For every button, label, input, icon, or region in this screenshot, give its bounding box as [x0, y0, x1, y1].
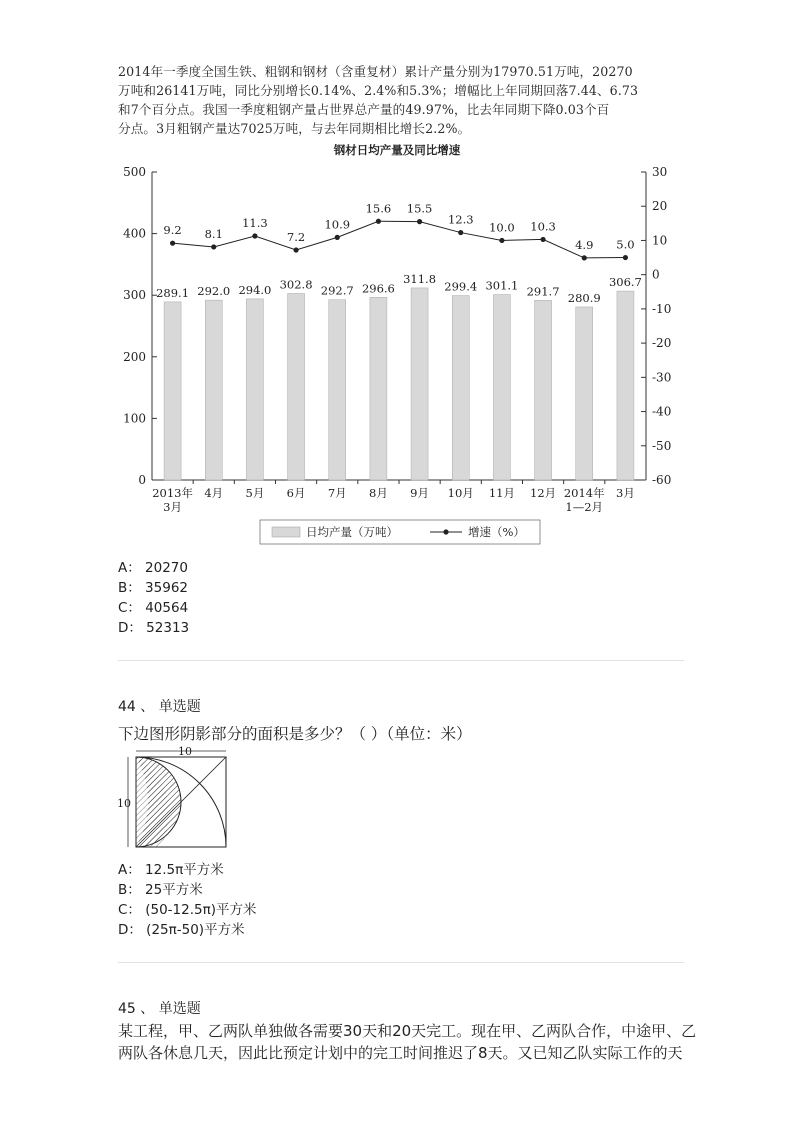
- right-tick-label: 20: [652, 199, 668, 214]
- legend-line-marker: [443, 529, 448, 534]
- left-dimension-label: 10: [117, 797, 131, 810]
- question-text: [118, 1020, 697, 1064]
- legend-line-label: 增速（%）: [468, 525, 525, 539]
- growth-value-label: 7.2: [286, 230, 306, 245]
- steel-production-chart: [110, 140, 680, 558]
- right-tick-label: -20: [652, 336, 672, 351]
- x-tick-label: 2014年: [563, 486, 605, 500]
- x-tick-label: 11月: [488, 486, 515, 500]
- option-d[interactable]: D： (25π-50)平方米: [118, 922, 245, 938]
- bar: [288, 293, 305, 480]
- growth-value-label: 15.6: [365, 201, 392, 216]
- right-tick-label: -30: [652, 370, 672, 385]
- bar-value-label: 292.0: [197, 284, 231, 299]
- right-tick-label: 10: [652, 233, 668, 248]
- option-a[interactable]: A： 12.5π平方米: [118, 862, 224, 878]
- x-tick-label: 9月: [410, 486, 429, 500]
- option-c[interactable]: C： 40564: [118, 600, 189, 616]
- growth-point: [458, 230, 463, 235]
- growth-point: [499, 238, 504, 243]
- right-tick-label: 30: [652, 165, 668, 179]
- x-tick-label: 6月: [286, 486, 306, 500]
- q43-options: [118, 558, 189, 638]
- divider: [118, 660, 684, 661]
- geometry-figure: [116, 745, 236, 857]
- passage: [118, 62, 688, 138]
- bar-value-label: 296.6: [361, 281, 395, 296]
- option-b[interactable]: B： 25平方米: [118, 882, 203, 898]
- left-tick-label: 100: [123, 411, 146, 426]
- bar-value-label: 311.8: [403, 271, 437, 286]
- bar: [617, 291, 634, 480]
- bar-value-label: 280.9: [567, 290, 601, 305]
- x-tick-label: 1—2月: [565, 500, 604, 514]
- top-dimension-label: 10: [178, 745, 192, 758]
- bar-value-label: 299.4: [444, 279, 478, 294]
- x-tick-label: 2013年: [152, 486, 193, 500]
- right-tick-label: -40: [652, 404, 672, 419]
- growth-value-label: 15.5: [406, 201, 433, 216]
- x-tick-label: 3月: [616, 486, 635, 500]
- bar: [411, 288, 428, 480]
- growth-point: [293, 247, 298, 252]
- x-tick-label: 8月: [369, 486, 388, 500]
- bar: [246, 299, 263, 480]
- growth-value-label: 10.9: [324, 217, 351, 232]
- passage-line: 和7个百分点。我国一季度粗钢产量占世界总产量的49.97%，比去年同期下降0.03个百: [118, 102, 610, 117]
- bar-value-label: 292.7: [320, 283, 354, 298]
- chart-title: 钢材日均产量及同比增速: [333, 143, 461, 157]
- question-line: 某工程，甲、乙两队单独做各需要30天和20天完工。现在甲、乙两队合作，中途甲、乙: [118, 1022, 697, 1040]
- right-tick-label: -50: [652, 438, 672, 453]
- bar: [452, 296, 469, 480]
- x-tick-label: 5月: [245, 486, 265, 500]
- bar-value-label: 294.0: [238, 282, 272, 297]
- bar-value-label: 291.7: [526, 284, 560, 299]
- growth-point: [335, 235, 340, 240]
- x-tick-label: 3月: [163, 500, 182, 514]
- left-tick-label: 200: [123, 349, 146, 364]
- right-tick-label: -10: [652, 301, 672, 316]
- growth-value-label: 8.1: [204, 226, 223, 241]
- bar: [205, 300, 222, 480]
- bar-value-label: 289.1: [156, 285, 190, 300]
- legend-bar-swatch: [272, 527, 300, 537]
- growth-point: [376, 219, 381, 224]
- bar-value-label: 302.8: [279, 277, 313, 292]
- question-line: 两队各休息几天，因此比预定计划中的完工时间推迟了8天。又已知乙队实际工作的天: [118, 1044, 683, 1062]
- growth-line: [173, 221, 626, 258]
- left-tick-label: 400: [123, 226, 146, 241]
- growth-value-label: 5.0: [616, 237, 635, 252]
- bar: [164, 302, 181, 480]
- growth-point: [623, 255, 628, 260]
- option-c[interactable]: C： (50-12.5π)平方米: [118, 902, 257, 918]
- bar-value-label: 301.1: [485, 278, 519, 293]
- divider: [118, 962, 684, 963]
- question-text: 下边图形阴影部分的面积是多少？（ ）（单位：米）: [118, 725, 472, 743]
- growth-value-label: 11.3: [242, 215, 268, 230]
- passage-line: 万吨和26141万吨，同比分别增长0.14%、2.4%和5.3%；增幅比上年同期回落7.44、6.73: [118, 83, 639, 98]
- growth-value-label: 12.3: [447, 212, 474, 227]
- left-tick-label: 300: [123, 288, 146, 303]
- bar: [493, 295, 510, 480]
- passage-line: 2014年一季度全国生铁、粗钢和钢材（含重复材）累计产量分别为17970.51万吨，20270: [118, 64, 633, 79]
- growth-point: [170, 241, 175, 246]
- growth-value-label: 10.0: [489, 220, 515, 235]
- growth-point: [540, 237, 545, 242]
- growth-value-label: 4.9: [575, 237, 594, 252]
- legend-bar-label: 日均产量（万吨）: [306, 525, 398, 539]
- bar: [535, 300, 552, 480]
- bar: [576, 307, 593, 480]
- x-tick-label: 12月: [530, 486, 557, 500]
- x-tick-label: 10月: [447, 486, 474, 500]
- x-tick-label: 4月: [204, 486, 224, 500]
- question-header: 45 、 单选题: [118, 1001, 201, 1017]
- right-tick-label: -60: [652, 473, 672, 487]
- left-tick-label: 500: [123, 165, 146, 179]
- bar: [329, 300, 346, 480]
- bar-value-label: 306.7: [608, 275, 642, 290]
- x-tick-label: 7月: [327, 486, 347, 500]
- option-a[interactable]: A： 20270: [118, 560, 188, 576]
- question-header: 44 、 单选题: [118, 699, 201, 715]
- option-d[interactable]: D： 52313: [118, 620, 190, 636]
- growth-point: [211, 244, 216, 249]
- growth-value-label: 10.3: [530, 219, 556, 234]
- growth-point: [417, 219, 422, 224]
- q44-options: [118, 860, 257, 940]
- growth-point: [252, 233, 257, 238]
- right-tick-label: 0: [652, 267, 660, 282]
- growth-value-label: 9.2: [163, 223, 182, 238]
- option-b[interactable]: B： 35962: [118, 580, 188, 596]
- passage-line: 分点。3月粗钢产量达7025万吨，与去年同期相比增长2.2%。: [118, 121, 471, 136]
- growth-point: [582, 255, 587, 260]
- bar: [370, 297, 387, 480]
- left-tick-label: 0: [138, 473, 146, 487]
